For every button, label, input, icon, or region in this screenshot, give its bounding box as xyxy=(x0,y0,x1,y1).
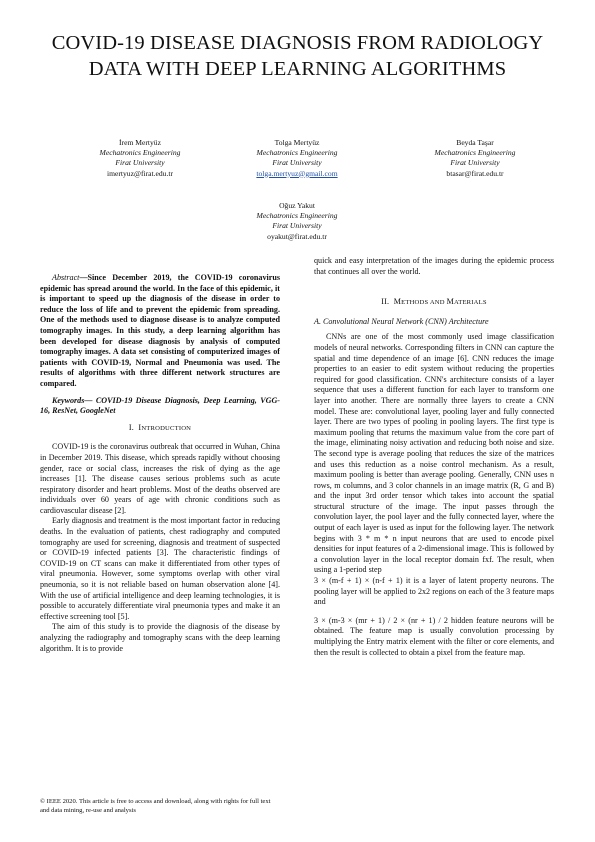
author-name: Tolga Mertyüz xyxy=(274,138,320,147)
author-block-4 xyxy=(212,201,382,242)
cnn-paragraph: CNNs are one of the most commonly used image classification models of neural networks. Corresponding filters in CNN can capture the spatial and time dependence of an image [6]. CNN reduces the image properties to an easier to edit system without reducing the properties required for good classification. CNN's architecture consists of a layer sequence that uses a different function for each layer to transform one layer into another. There are normally three layers to create a CNN model. These are: convolutional layer, pooling layer and fully connected layer. There are two types of pooling in pooling layers. The first type is maximum pooling that returns the maximum value from the core part of the image, eliminating noisy activation and reducing both noise and size. The second type is average pooling that reduces the size of the matrices and uses this reduction as a noise control mechanism. As a result, maximum pooling is better than average pooling. Generally, CNN uses n rows, m columns, and 3 color channels in an image matrix (R, G and B) and the input 3rd order tensor which takes into account the spatial structural structure of the image. The input passes through the convolution layer, the pool layer and the fully connected layer, where the output of each layer is used as input for the following layer. The network begins with 3 * m * n input neurons that are used to encode pixel densities for input features of a 2-dimensional image. This is followed by a convolution layer in the local receptor domain fxf. The result, when using a 1-period step xyxy=(314,332,554,575)
left-column xyxy=(40,273,280,654)
author-affiliation: Mechatronics Engineering xyxy=(434,148,516,158)
author-email: imertyuz@firat.edu.tr xyxy=(106,168,174,178)
abstract-lead: Abstract xyxy=(52,273,80,282)
author-affiliation: Mechatronics Engineering xyxy=(99,148,181,158)
author-university: Firat University xyxy=(450,158,500,168)
section-rest: NTRODUCTION xyxy=(141,424,192,432)
subsection-heading-cnn: A. Convolutional Neural Network (CNN) Architecture xyxy=(314,316,489,326)
keywords: Keywords— COVID-19 Disease Diagnosis, Deep Learning, VGG-16, ResNet, GoogleNet xyxy=(40,395,280,416)
author-email: btasar@firat.edu.tr xyxy=(446,168,504,178)
section-number: I. xyxy=(128,422,134,432)
section-cap: M xyxy=(446,297,454,307)
author-university: Firat University xyxy=(272,158,322,168)
author-name: Beyda Taşar xyxy=(456,138,494,147)
author-email: oyakut@firat.edu.tr xyxy=(267,231,327,241)
formula-paragraph-1: 3 × (m-f + 1) × (n-f + 1) it is a layer of latent property neurons. The pooling layer will be applied to 2x2 regions on each of the 3 feature maps and xyxy=(314,576,554,607)
copyright-footnote: © IEEE 2020. This article is free to access and download, along with rights for full text and data mining, re-use and analysis xyxy=(40,798,271,814)
author-block-3 xyxy=(390,138,560,179)
section-rest: ATERIALS xyxy=(453,299,487,307)
intro-paragraph-1: COVID-19 is the coronavirus outbreak that occurred in Wuhan, China in December 2019. This disease, which spreads rapidly without choosing gender, race or social class, increases the risk of dying as the age increases [1]. The disease causes serious problems such as acute respiratory disorder and heart problems. Most of the deaths observed are individuals over 60 years of age with chronic conditions such as cardiovascular disease [2]. xyxy=(40,442,280,515)
section-rest: ETHODS AND xyxy=(401,299,447,307)
author-block-2 xyxy=(212,138,382,179)
author-block-1 xyxy=(55,138,225,179)
author-name: İrem Mertyüz xyxy=(119,138,161,147)
author-university: Firat University xyxy=(115,158,165,168)
intro-paragraph-2: Early diagnosis and treatment is the most important factor in reducing deaths. In the evaluation of patients, chest radiography and computed tomography are used for screening, diagnosis and treatment of suspected or COVID-19 infected patients [3]. The characteristic findings of COVID-19 on CT scans can make it differentiated from other types of viral pneumonia. However, some symptoms overlap with other viral pneumonia, so it is not reliable based on human observation alone [4]. With the use of artificial intelligence and deep learning technologies, it is possible to accurately differentiate viral pneumonia types and make it an effective screening tool [5]. xyxy=(40,516,280,621)
abstract-body: —Since December 2019, the COVID-19 coronavirus epidemic has spread around the world. In the face of this epidemic, it is important to speed up the diagnosis of the disease in order to reduce the loss of life and to prevent the epidemic from spreading. One of the methods used to diagnose disease is to analyze computed tomography images. In this study, a deep learning algorithm has been developed for disease diagnosis by analysis of computed tomography images. A data set consisting of computerized images of patients with COVID-19, Normal and Pneumonia was used. The results of algorithms with three different network structures are compared. xyxy=(40,273,280,388)
section-cap: M xyxy=(393,297,402,307)
right-column xyxy=(314,256,554,658)
section-heading-introduction xyxy=(40,423,280,435)
author-university: Firat University xyxy=(272,221,322,231)
section-heading-methods xyxy=(314,297,554,309)
author-affiliation: Mechatronics Engineering xyxy=(256,211,338,221)
author-name: Oğuz Yakut xyxy=(279,201,315,210)
author-email-link[interactable]: tolga.mertyuz@gmail.com xyxy=(256,168,338,178)
paper-title: COVID-19 DISEASE DIAGNOSIS FROM RADIOLOGY DATA WITH DEEP LEARNING ALGORITHMS xyxy=(51,32,544,80)
abstract xyxy=(40,273,280,390)
section-number: II. xyxy=(381,297,390,307)
intro-paragraph-3: The aim of this study is to provide the diagnosis of the disease by analyzing the radiography and tomography scans with the deep learning algorithm. It is to provide xyxy=(40,622,280,653)
section-cap: I xyxy=(138,422,142,432)
formula-paragraph-2: 3 × (m-3 × (mr + 1) / 2 × (nr + 1) / 2 hidden feature neurons will be obtained. The feature map is usually convolution processing by multiplying the Entry matrix element with the filter or core elements, and then the result is collected to obtain a pixel from the feature map. xyxy=(314,615,554,657)
right-continuation: quick and easy interpretation of the images during the epidemic process that continues all over the world. xyxy=(314,256,554,276)
author-affiliation: Mechatronics Engineering xyxy=(256,148,338,158)
